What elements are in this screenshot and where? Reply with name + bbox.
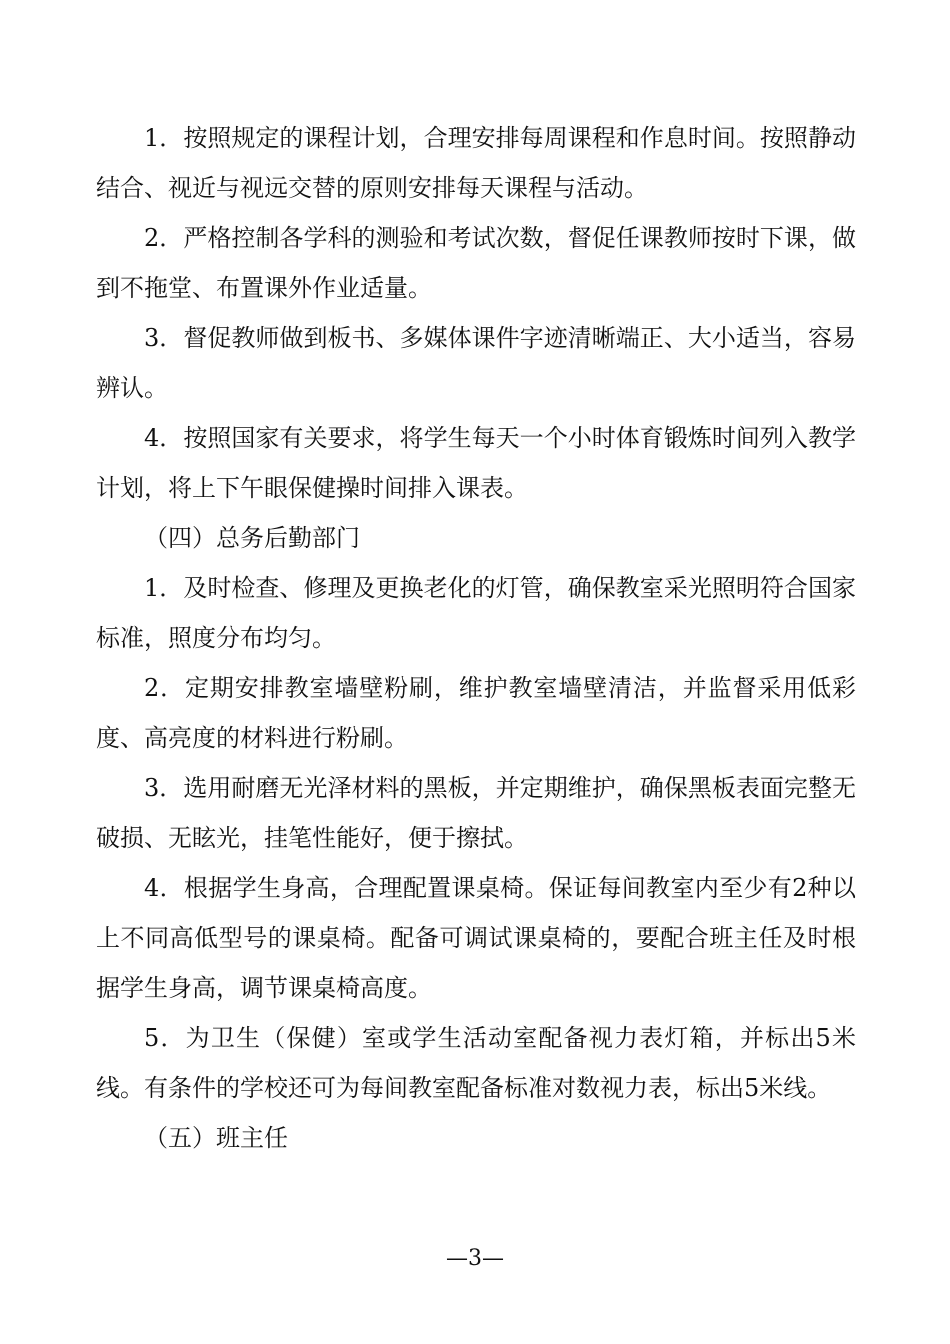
- paragraph-logistics-5: 5．为卫生（保健）室或学生活动室配备视力表灯箱，并标出5米线。有条件的学校还可为每间教室配备标准对数视力表，标出5米线。: [96, 1024, 856, 1102]
- paragraph-logistics-4: 4．根据学生身高，合理配置课桌椅。保证每间教室内至少有2种以上不同高低型号的课桌椅。配备可调试课桌椅的，要配合班主任及时根据学生身高，调节课桌椅高度。: [96, 874, 856, 1002]
- paragraph-item-4: 4．按照国家有关要求，将学生每天一个小时体育锻炼时间列入教学计划，将上下午眼保健操时间排入课表。: [96, 424, 856, 502]
- section-heading-head-teacher: （五）班主任: [144, 1124, 288, 1152]
- paragraph-logistics-3: 3．选用耐磨无光泽材料的黑板，并定期维护，确保黑板表面完整无破损、无眩光，挂笔性能好，便于擦拭。: [96, 774, 856, 852]
- section-heading-logistics: （四）总务后勤部门: [144, 524, 360, 552]
- document-body: [96, 113, 856, 1163]
- page-number: —3—: [446, 1246, 504, 1271]
- paragraph-item-1: 1．按照规定的课程计划，合理安排每周课程和作息时间。按照静动结合、视近与视远交替的原则安排每天课程与活动。: [96, 124, 856, 202]
- paragraph-item-2: 2．严格控制各学科的测验和考试次数，督促任课教师按时下课，做到不拖堂、布置课外作业适量。: [96, 224, 856, 302]
- paragraph-item-3: 3．督促教师做到板书、多媒体课件字迹清晰端正、大小适当，容易辨认。: [96, 324, 856, 402]
- paragraph-logistics-2: 2．定期安排教室墙壁粉刷，维护教室墙壁清洁，并监督采用低彩度、高亮度的材料进行粉刷。: [96, 674, 856, 752]
- paragraph-logistics-1: 1．及时检查、修理及更换老化的灯管，确保教室采光照明符合国家标准，照度分布均匀。: [96, 574, 856, 652]
